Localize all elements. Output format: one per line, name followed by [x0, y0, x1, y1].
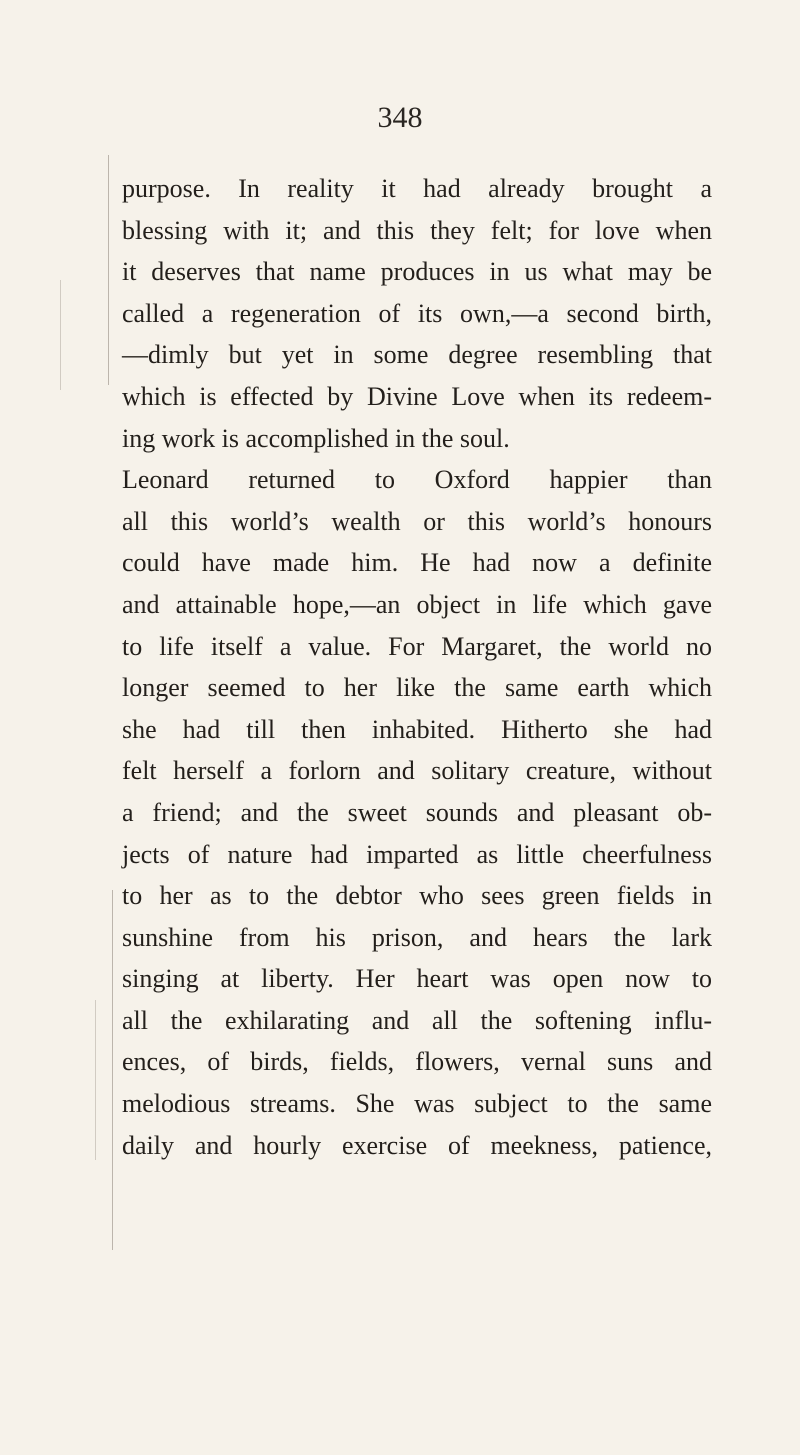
body-text	[122, 168, 712, 1166]
text-line: a friend; and the sweet sounds and pleasant ob-	[122, 797, 712, 827]
gutter-shadow-mark	[112, 890, 113, 1250]
text-line: it deserves that name produces in us what may be	[122, 257, 712, 287]
text-line: jects of nature had imparted as little cheerfulness	[122, 839, 712, 869]
gutter-shadow-mark	[95, 1000, 96, 1160]
text-line: and attainable hope,—an object in life which gave	[122, 589, 712, 619]
text-line: could have made him. He had now a definite	[122, 548, 712, 578]
gutter-shadow-mark	[108, 155, 109, 385]
text-line: sunshine from his prison, and hears the lark	[122, 922, 712, 952]
text-line: longer seemed to her like the same earth which	[122, 673, 712, 703]
gutter-shadow-mark	[60, 280, 61, 390]
text-line: singing at liberty. Her heart was open now to	[122, 964, 712, 994]
text-line: daily and hourly exercise of meekness, patience,	[122, 1130, 712, 1160]
text-line: all the exhilarating and all the softening influ-	[122, 1005, 712, 1035]
text-line: melodious streams. She was subject to the same	[122, 1089, 712, 1119]
text-line: —dimly but yet in some degree resembling that	[122, 340, 712, 370]
text-line: Leonard returned to Oxford happier than	[122, 465, 712, 495]
text-line: ences, of birds, fields, flowers, vernal suns and	[122, 1047, 712, 1077]
text-line: she had till then inhabited. Hitherto she had	[122, 714, 712, 744]
text-line: to life itself a value. For Margaret, the world no	[122, 631, 712, 661]
text-line: all this world’s wealth or this world’s honours	[122, 506, 712, 536]
text-line: ing work is accomplished in the soul.	[122, 423, 510, 453]
page-number: 348	[377, 101, 423, 134]
text-line: to her as to the debtor who sees green fields in	[122, 881, 712, 911]
text-line: purpose. In reality it had already brought a	[122, 174, 712, 203]
text-line: blessing with it; and this they felt; for love when	[122, 215, 712, 245]
text-line: felt herself a forlorn and solitary creature, without	[122, 756, 712, 786]
text-line: which is effected by Divine Love when its redeem-	[122, 381, 712, 411]
text-line: called a regeneration of its own,—a second birth,	[122, 298, 712, 328]
